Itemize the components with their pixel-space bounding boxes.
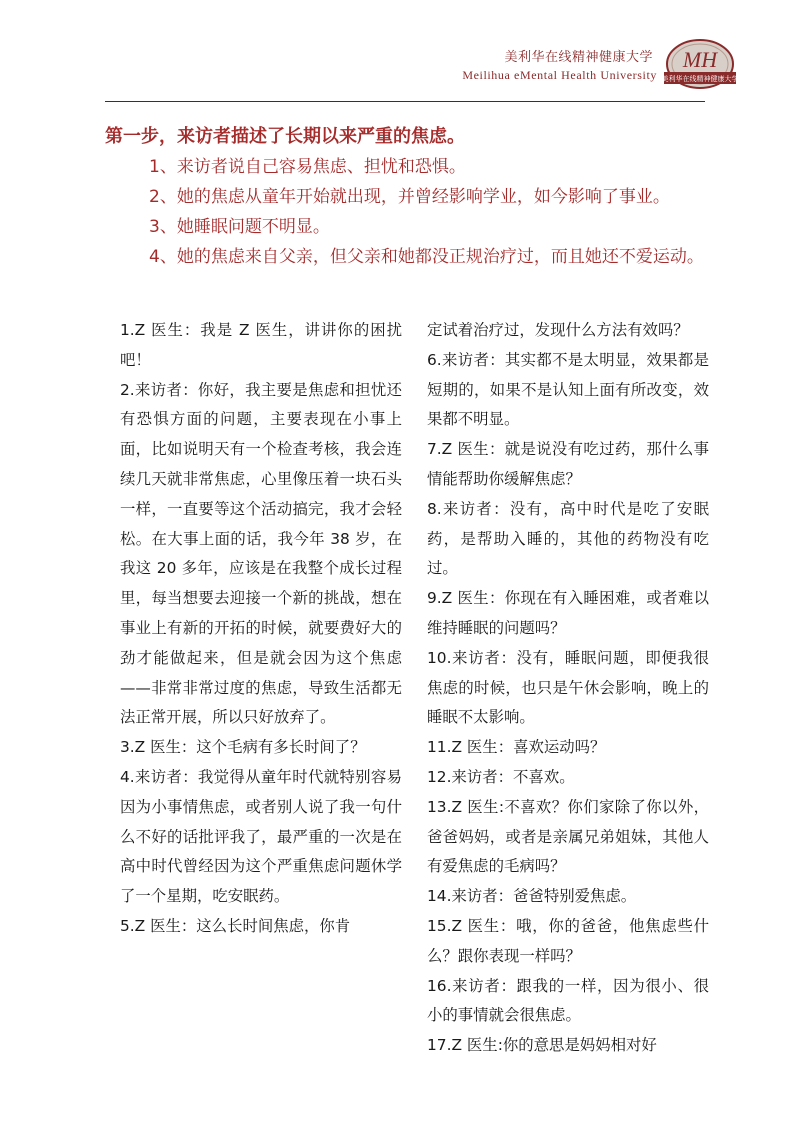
university-logo-icon [662, 38, 738, 94]
dialogue-line: 15.Z 医生：哦，你的爸爸，他焦虑些什么？跟你表现一样吗？ [427, 916, 709, 965]
dialogue-line: 17.Z 医生:你的意思是妈妈相对好 [427, 1036, 657, 1055]
step-summary [105, 122, 715, 272]
summary-point-4: 4、她的焦虑来自父亲，但父亲和她都没正规治疗过，而且她还不爱运动。 [149, 247, 704, 267]
header-divider [105, 101, 705, 102]
dialogue-line: 5.Z 医生：这么长时间焦虑，你肯 [120, 916, 351, 935]
dialogue-line: 9.Z 医生：你现在有入睡困难，或者难以维持睡眠的问题吗？ [427, 589, 709, 637]
dialogue-line: 定试着治疗过，发现什么方法有效吗？ [427, 321, 689, 339]
dialogue-column-left [120, 316, 402, 942]
dialogue-line: 1.Z 医生：我是 Z 医生，讲讲你的困扰吧！ [120, 321, 402, 369]
university-name-cn: 美利华在线精神健康大学 [504, 50, 653, 65]
dialogue-line: 3.Z 医生：这个毛病有多长时间了？ [120, 738, 366, 757]
page-header [0, 0, 800, 104]
dialogue-line: 12.来访者：不喜欢。 [427, 767, 575, 786]
university-name-en: Meilihua eMental Health University [462, 68, 657, 82]
dialogue-line: 8.来访者：没有，高中时代是吃了安眠药，是帮助入睡的，其他的药物没有吃过。 [427, 499, 709, 578]
summary-point-2: 2、她的焦虑从童年开始就出现，并曾经影响学业，如今影响了事业。 [149, 187, 670, 207]
logo-letters: MH [682, 47, 718, 72]
dialogue-line: 14.来访者：爸爸特别爱焦虑。 [427, 887, 637, 906]
dialogue-line: 7.Z 医生：就是说没有吃过药，那什么事情能帮助你缓解焦虑？ [427, 440, 709, 488]
dialogue-line: 13.Z 医生:不喜欢？你们家除了你以外，爸爸妈妈，或者是亲属兄弟姐妹，其他人有爱焦虑的毛病吗？ [427, 797, 709, 876]
dialogue-line: 10.来访者：没有，睡眠问题，即便我很焦虑的时候，也只是午休会影响，晚上的睡眠不太影响。 [427, 648, 709, 727]
dialogue-line: 6.来访者：其实都不是太明显，效果都是短期的，如果不是认知上面有所改变，效果都不明显。 [427, 350, 709, 429]
logo-ribbon-text: 美利华在线精神健康大学 [662, 75, 738, 83]
dialogue-line: 16.来访者：跟我的一样，因为很小、很小的事情就会很焦虑。 [427, 976, 709, 1025]
dialogue-line: 4.来访者：我觉得从童年时代就特别容易因为小事情焦虑，或者别人说了我一句什么不好的话批评我了，最严重的一次是在高中时代曾经因为这个严重焦虑问题休学了一个星期，吃安眠药。 [120, 767, 402, 906]
summary-heading: 第一步，来访者描述了长期以来严重的焦虑。 [105, 126, 465, 147]
summary-point-3: 3、她睡眠问题不明显。 [149, 217, 330, 237]
dialogue-column-right [427, 316, 709, 1061]
dialogue-line: 2.来访者：你好，我主要是焦虑和担忧还有恐惧方面的问题，主要表现在小事上面，比如说明天有一个检查考核，我会连续几天就非常焦虑，心里像压着一块石头一样，一直要等这个活动搞完，我才会轻松。在大事上面的话，我今年 38 岁，在我这 20 多年，应该是在我整个成长过程里，每当想要去迎接一个新的挑战，想在事业上有新的开拓的时候，就要费好大的劲才能做起来，但是就会因为这个焦虑——非常非常过度的焦虑，导致生活都无法正常开展，所以只好放弃了。 [120, 380, 402, 727]
summary-point-1: 1、来访者说自己容易焦虑、担忧和恐惧。 [149, 157, 466, 177]
dialogue-line: 11.Z 医生：喜欢运动吗？ [427, 738, 606, 757]
